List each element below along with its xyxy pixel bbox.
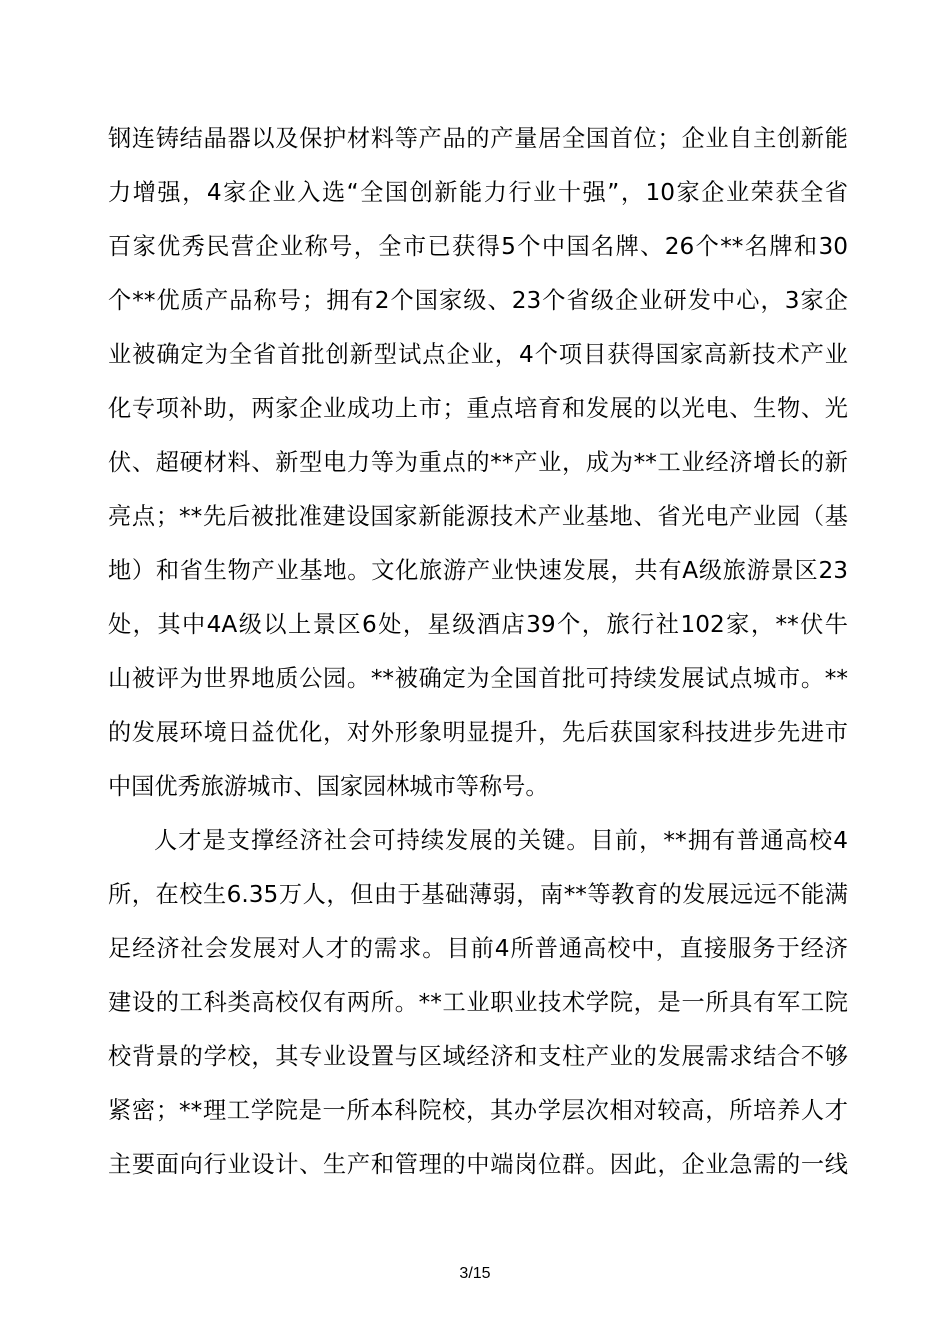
text-line: 主要面向行业设计、生产和管理的中端岗位群。因此，企业急需的一线 [108, 1151, 848, 1178]
text-line: 化专项补助，两家企业成功上市；重点培育和发展的以光电、生物、光 [108, 395, 848, 422]
text-line: 建设的工科类高校仅有两所。**工业职业技术学院，是一所具有军工院 [108, 989, 848, 1016]
text-line: 人才是支撑经济社会可持续发展的关键。目前，**拥有普通高校4 [154, 827, 848, 854]
text-line: 个**优质产品称号；拥有2个国家级、23个省级企业研发中心，3家企 [108, 287, 848, 314]
text-line: 钢连铸结晶器以及保护材料等产品的产量居全国首位；企业自主创新能 [108, 125, 848, 152]
text-line: 足经济社会发展对人才的需求。目前4所普通高校中，直接服务于经济 [108, 935, 848, 962]
text-line: 紧密；**理工学院是一所本科院校，其办学层次相对较高，所培养人才 [108, 1097, 848, 1124]
text-line: 处，其中4A级以上景区6处，星级酒店39个，旅行社102家，**伏牛 [108, 611, 848, 638]
text-line: 校背景的学校，其专业设置与区域经济和支柱产业的发展需求结合不够 [108, 1043, 848, 1070]
text-line: 山被评为世界地质公园。**被确定为全国首批可持续发展试点城市。** [108, 665, 848, 692]
text-line: 的发展环境日益优化，对外形象明显提升，先后获国家科技进步先进市 [108, 719, 848, 746]
text-line: 业被确定为全省首批创新型试点企业，4个项目获得国家高新技术产业 [108, 341, 848, 368]
text-line: 所，在校生6.35万人，但由于基础薄弱，南**等教育的发展远远不能满 [108, 881, 848, 908]
text-line: 百家优秀民营企业称号，全市已获得5个中国名牌、26个**名牌和30 [108, 233, 848, 260]
text-line: 亮点；**先后被批准建设国家新能源技术产业基地、省光电产业园（基 [108, 503, 848, 530]
text-line: 力增强，4家企业入选“全国创新能力行业十强”，10家企业荣获全省 [108, 179, 848, 206]
text-line: 地）和省生物产业基地。文化旅游产业快速发展，共有A级旅游景区23 [108, 557, 848, 584]
text-line: 中国优秀旅游城市、国家园林城市等称号。 [108, 773, 549, 800]
text-line: 伏、超硬材料、新型电力等为重点的**产业，成为**工业经济增长的新 [108, 449, 848, 476]
page-number: 3/15 [459, 1265, 491, 1282]
